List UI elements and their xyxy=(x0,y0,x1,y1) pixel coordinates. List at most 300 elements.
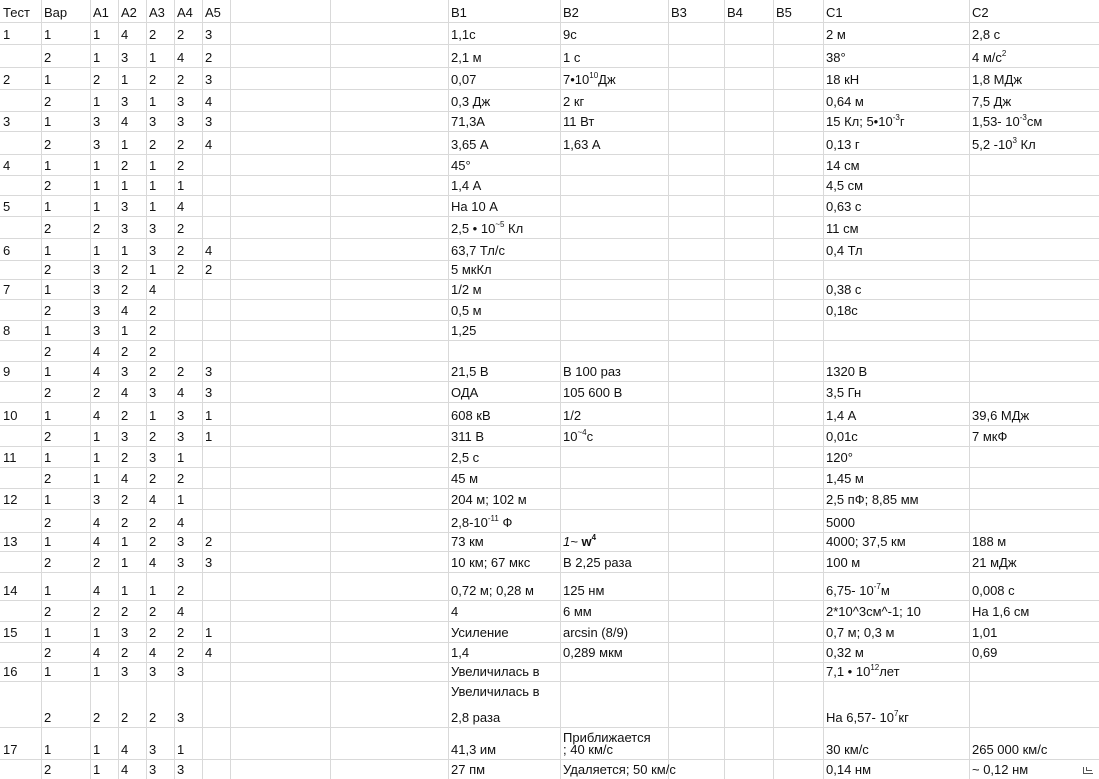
cell-col-r23[interactable]: 1 xyxy=(44,492,52,507)
cell-col-r22[interactable]: 2 xyxy=(44,471,52,486)
cell-a3-r11[interactable]: 3 xyxy=(149,243,157,258)
cell-a3-r33[interactable]: 3 xyxy=(149,742,157,757)
cell-col-r16[interactable]: 2 xyxy=(44,344,52,359)
cell-a4-r12[interactable]: 2 xyxy=(177,262,185,277)
cell-c2-r30[interactable]: 0,69 xyxy=(972,645,998,660)
cell-a3-r3[interactable]: 2 xyxy=(149,72,157,87)
cell-a3-r22[interactable]: 2 xyxy=(149,471,157,486)
cell-a5-r18[interactable]: 3 xyxy=(205,385,213,400)
cell-col-r34[interactable]: 2 xyxy=(44,762,52,777)
cell-b1-r2[interactable]: 2,1 м xyxy=(451,50,482,65)
header-a4[interactable]: A4 xyxy=(177,5,193,20)
cell-a1-r34[interactable]: 1 xyxy=(93,762,101,777)
cell-a1-r33[interactable]: 1 xyxy=(93,742,101,757)
cell-a4-r25[interactable]: 3 xyxy=(177,534,185,549)
cell-b1-r32-line1[interactable]: Увеличилась в xyxy=(451,684,540,699)
cell-a3-r34[interactable]: 3 xyxy=(149,762,157,777)
cell-a3-r16[interactable]: 2 xyxy=(149,344,157,359)
cell-a1-r14[interactable]: 3 xyxy=(93,303,101,318)
cell-b2-r33-line2[interactable]: ; 40 км/с xyxy=(563,742,614,757)
cell-col-r27[interactable]: 14 xyxy=(3,583,18,598)
cell-b1-r32-line2[interactable]: 2,8 раза xyxy=(451,710,501,725)
cell-a1-r8[interactable]: 1 xyxy=(93,178,101,193)
cell-c1-r6[interactable]: 0,13 г xyxy=(826,137,860,152)
cell-a4-r30[interactable]: 2 xyxy=(177,645,185,660)
cell-col-r14[interactable]: 2 xyxy=(44,303,52,318)
cell-a4-r11[interactable]: 2 xyxy=(177,243,185,258)
cell-a2-r28[interactable]: 2 xyxy=(121,604,129,619)
cell-a3-r21[interactable]: 3 xyxy=(149,450,157,465)
cell-b1-r29[interactable]: Усиление xyxy=(451,625,509,640)
cell-c2-r4[interactable]: 7,5 Дж xyxy=(972,94,1012,109)
cell-a4-r20[interactable]: 3 xyxy=(177,429,185,444)
cell-a4-r22[interactable]: 2 xyxy=(177,471,185,486)
cell-c1-r10[interactable]: 11 см xyxy=(826,221,859,236)
cell-a1-r23[interactable]: 3 xyxy=(93,492,101,507)
header-b2[interactable]: B2 xyxy=(563,5,579,20)
cell-a3-r29[interactable]: 2 xyxy=(149,625,157,640)
cell-c1-r13[interactable]: 0,38 с xyxy=(826,282,862,297)
cell-b2-r33-line1[interactable]: Приближается xyxy=(563,730,651,745)
cell-col-r8[interactable]: 2 xyxy=(44,178,52,193)
cell-a2-r9[interactable]: 3 xyxy=(121,199,129,214)
cell-col-r4[interactable]: 2 xyxy=(44,94,52,109)
cell-a3-r31[interactable]: 3 xyxy=(149,664,157,679)
cell-a1-r13[interactable]: 3 xyxy=(93,282,101,297)
cell-a2-r2[interactable]: 3 xyxy=(121,50,129,65)
cell-a1-r10[interactable]: 2 xyxy=(93,221,101,236)
cell-a2-r19[interactable]: 2 xyxy=(121,408,129,423)
cell-a3-r9[interactable]: 1 xyxy=(149,199,157,214)
cell-a4-r23[interactable]: 1 xyxy=(177,492,185,507)
cell-col-r24[interactable]: 2 xyxy=(44,515,52,530)
cell-c1-r31[interactable]: 7,1 • $10^{12}лет$ xyxy=(826,663,900,679)
cell-col-r30[interactable]: 2 xyxy=(44,645,52,660)
cell-c1-r5[interactable]: 15 Кл; $5•10^{-3}г$ xyxy=(826,113,905,129)
cell-col-r15[interactable]: 1 xyxy=(44,323,52,338)
cell-a2-r11[interactable]: 1 xyxy=(121,243,129,258)
cell-a2-r1[interactable]: 4 xyxy=(121,27,129,42)
cell-b1-r24[interactable]: $2,8-10^{-11}$ Ф xyxy=(451,514,513,530)
cell-a1-r12[interactable]: 3 xyxy=(93,262,101,277)
cell-a4-r10[interactable]: 2 xyxy=(177,221,185,236)
cell-c1-r30[interactable]: 0,32 м xyxy=(826,645,864,660)
cell-col-r33[interactable]: 17 xyxy=(3,742,18,757)
cell-a5-r29[interactable]: 1 xyxy=(205,625,213,640)
cell-c2-r20[interactable]: 7 мкФ xyxy=(972,429,1008,444)
cell-col-r10[interactable]: 2 xyxy=(44,221,52,236)
cell-a2-r18[interactable]: 4 xyxy=(121,385,129,400)
cell-a1-r28[interactable]: 2 xyxy=(93,604,101,619)
cell-c1-r34[interactable]: 0,14 нм xyxy=(826,762,872,777)
cell-c2-r29[interactable]: 1,01 xyxy=(972,625,998,640)
cell-a3-r28[interactable]: 2 xyxy=(149,604,157,619)
cell-b1-r5[interactable]: 71,3А xyxy=(451,114,485,129)
cell-c1-r28[interactable]: 2*10^3см^-1; 10 xyxy=(826,604,921,619)
cell-b1-r12[interactable]: 5 мкКл xyxy=(451,262,492,277)
cell-a3-r5[interactable]: 3 xyxy=(149,114,157,129)
cell-a4-r31[interactable]: 3 xyxy=(177,664,185,679)
cell-a4-r24[interactable]: 4 xyxy=(177,515,185,530)
cell-b1-r17[interactable]: 21,5 В xyxy=(451,364,489,379)
cell-a2-r8[interactable]: 1 xyxy=(121,178,129,193)
cell-c1-r3[interactable]: 18 кН xyxy=(826,72,860,87)
cell-c1-r4[interactable]: 0,64 м xyxy=(826,94,864,109)
cell-col-r18[interactable]: 2 xyxy=(44,385,52,400)
cell-a4-r32[interactable]: 3 xyxy=(177,710,185,725)
cell-a3-r17[interactable]: 2 xyxy=(149,364,157,379)
cell-b1-r14[interactable]: 0,5 м xyxy=(451,303,482,318)
cell-a1-r29[interactable]: 1 xyxy=(93,625,101,640)
cell-a5-r1[interactable]: 3 xyxy=(205,27,213,42)
cell-c1-r20[interactable]: 0,01с xyxy=(826,429,858,444)
cell-a5-r4[interactable]: 4 xyxy=(205,94,213,109)
cell-a2-r4[interactable]: 3 xyxy=(121,94,129,109)
cell-b1-r21[interactable]: 2,5 с xyxy=(451,450,480,465)
cell-a1-r17[interactable]: 4 xyxy=(93,364,101,379)
cell-b2-r34[interactable]: Удаляется; 50 км/с xyxy=(563,762,676,777)
cell-a1-r2[interactable]: 1 xyxy=(93,50,101,65)
cell-a2-r12[interactable]: 2 xyxy=(121,262,129,277)
cell-col-r31[interactable]: 1 xyxy=(44,664,52,679)
cell-a1-r20[interactable]: 1 xyxy=(93,429,101,444)
cell-b2-r1[interactable]: 9с xyxy=(563,27,577,42)
cell-col-r27[interactable]: 1 xyxy=(44,583,52,598)
cell-col-r23[interactable]: 12 xyxy=(3,492,18,507)
header-b5[interactable]: B5 xyxy=(776,5,792,20)
cell-b1-r19[interactable]: 608 кВ xyxy=(451,408,491,423)
cell-col-r31[interactable]: 16 xyxy=(3,664,18,679)
cell-a2-r30[interactable]: 2 xyxy=(121,645,129,660)
cell-a3-r19[interactable]: 1 xyxy=(149,408,157,423)
cell-c1-r32[interactable]: На 6,57- $10^7кг$ xyxy=(826,709,909,725)
header-c2[interactable]: C2 xyxy=(972,5,989,20)
cell-b1-r13[interactable]: 1/2 м xyxy=(451,282,482,297)
header-a5[interactable]: A5 xyxy=(205,5,221,20)
cell-a1-r5[interactable]: 3 xyxy=(93,114,101,129)
cell-a2-r15[interactable]: 1 xyxy=(121,323,129,338)
cell-a3-r2[interactable]: 1 xyxy=(149,50,157,65)
header-b3[interactable]: B3 xyxy=(671,5,687,20)
cell-a1-r26[interactable]: 2 xyxy=(93,555,101,570)
cell-c1-r21[interactable]: 120° xyxy=(826,450,853,465)
cell-c1-r7[interactable]: 14 см xyxy=(826,158,860,173)
cell-a3-r24[interactable]: 2 xyxy=(149,515,157,530)
cell-b2-r3[interactable]: $7•10^{10}Дж$ xyxy=(563,71,616,87)
cell-b1-r30[interactable]: 1,4 xyxy=(451,645,470,660)
cell-b2-r5[interactable]: 11 Вт xyxy=(563,114,595,129)
cell-col-r17[interactable]: 9 xyxy=(3,364,11,379)
cell-a3-r6[interactable]: 2 xyxy=(149,137,157,152)
cell-a2-r23[interactable]: 2 xyxy=(121,492,129,507)
cell-a5-r12[interactable]: 2 xyxy=(205,262,213,277)
cell-c1-r22[interactable]: 1,45 м xyxy=(826,471,864,486)
cell-col-r13[interactable]: 7 xyxy=(3,282,11,297)
header-b4[interactable]: B4 xyxy=(727,5,743,20)
cell-a2-r29[interactable]: 3 xyxy=(121,625,129,640)
cell-col-r11[interactable]: 6 xyxy=(3,243,11,258)
cell-col-r15[interactable]: 8 xyxy=(3,323,11,338)
cell-b2-r29[interactable]: arcsin (8/9) xyxy=(563,625,629,640)
cell-c1-r23[interactable]: 2,5 пФ; 8,85 мм xyxy=(826,492,919,507)
cell-a5-r2[interactable]: 2 xyxy=(205,50,213,65)
cell-a3-r13[interactable]: 4 xyxy=(149,282,157,297)
cell-a3-r4[interactable]: 1 xyxy=(149,94,157,109)
cell-a3-r8[interactable]: 1 xyxy=(149,178,157,193)
cell-a1-r21[interactable]: 1 xyxy=(93,450,101,465)
cell-c2-r6[interactable]: 5,2 $-10^3$ Кл xyxy=(972,136,1036,152)
cell-col-r19[interactable]: 1 xyxy=(44,408,52,423)
cell-a1-r24[interactable]: 4 xyxy=(93,515,101,530)
cell-c1-r9[interactable]: 0,63 с xyxy=(826,199,862,214)
cell-col-r7[interactable]: 4 xyxy=(3,158,11,173)
cell-a2-r10[interactable]: 3 xyxy=(121,221,129,236)
cell-a1-r3[interactable]: 2 xyxy=(93,72,101,87)
cell-c2-r27[interactable]: 0,008 с xyxy=(972,583,1015,598)
cell-a2-r27[interactable]: 1 xyxy=(121,583,129,598)
cell-col-r2[interactable]: 2 xyxy=(44,50,52,65)
cell-a2-r17[interactable]: 3 xyxy=(121,364,129,379)
cell-a3-r26[interactable]: 4 xyxy=(149,555,157,570)
cell-a3-r15[interactable]: 2 xyxy=(149,323,157,338)
cell-a4-r9[interactable]: 4 xyxy=(177,199,185,214)
cell-b2-r26[interactable]: В 2,25 раза xyxy=(563,555,632,570)
cell-a3-r18[interactable]: 3 xyxy=(149,385,157,400)
cell-a1-r1[interactable]: 1 xyxy=(93,27,101,42)
cell-b1-r7[interactable]: 45° xyxy=(451,158,471,173)
cell-b1-r25[interactable]: 73 км xyxy=(451,534,484,549)
cell-col-r7[interactable]: 1 xyxy=(44,158,52,173)
cell-c2-r3[interactable]: 1,8 МДж xyxy=(972,72,1023,87)
cell-a1-r9[interactable]: 1 xyxy=(93,199,101,214)
cell-col-r33[interactable]: 1 xyxy=(44,742,52,757)
cell-b1-r33[interactable]: 41,3 им xyxy=(451,742,497,757)
cell-c1-r24[interactable]: 5000 xyxy=(826,515,855,530)
cell-a3-r27[interactable]: 1 xyxy=(149,583,157,598)
cell-a5-r25[interactable]: 2 xyxy=(205,534,213,549)
cell-c1-r8[interactable]: 4,5 см xyxy=(826,178,864,193)
cell-a5-r17[interactable]: 3 xyxy=(205,364,213,379)
cell-c1-r19[interactable]: 1,4 А xyxy=(826,408,857,423)
cell-a5-r5[interactable]: 3 xyxy=(205,114,213,129)
cell-c2-r2[interactable]: 4 $м/с^2$ xyxy=(972,49,1007,65)
cell-a2-r6[interactable]: 1 xyxy=(121,137,129,152)
cell-col-r17[interactable]: 1 xyxy=(44,364,52,379)
cell-c2-r19[interactable]: 39,6 МДж xyxy=(972,408,1030,423)
cell-a2-r25[interactable]: 1 xyxy=(121,534,129,549)
cell-a1-r30[interactable]: 4 xyxy=(93,645,101,660)
cell-col-r9[interactable]: 5 xyxy=(3,199,11,214)
cell-a2-r14[interactable]: 4 xyxy=(121,303,129,318)
cell-b1-r6[interactable]: 3,65 А xyxy=(451,137,489,152)
cell-b1-r3[interactable]: 0,07 xyxy=(451,72,477,87)
cell-c1-r2[interactable]: 38° xyxy=(826,50,846,65)
cell-a5-r3[interactable]: 3 xyxy=(205,72,213,87)
cell-c1-r11[interactable]: 0,4 Тл xyxy=(826,243,863,258)
cell-b2-r27[interactable]: 125 нм xyxy=(563,583,605,598)
cell-a5-r19[interactable]: 1 xyxy=(205,408,213,423)
cell-a2-r16[interactable]: 2 xyxy=(121,344,129,359)
cell-a2-r31[interactable]: 3 xyxy=(121,664,129,679)
header-a3[interactable]: A3 xyxy=(149,5,165,20)
cell-c2-r5[interactable]: 1,53- $10^{-3}см$ xyxy=(972,113,1043,129)
cell-c2-r25[interactable]: 188 м xyxy=(972,534,1007,549)
cell-a4-r3[interactable]: 2 xyxy=(177,72,185,87)
cell-c1-r33[interactable]: 30 км/с xyxy=(826,742,869,757)
cell-col-r13[interactable]: 1 xyxy=(44,282,52,297)
cell-col-r5[interactable]: 3 xyxy=(3,114,11,129)
cell-c2-r34[interactable]: ~ 0,12 нм xyxy=(972,762,1029,777)
cell-a2-r24[interactable]: 2 xyxy=(121,515,129,530)
cell-a3-r12[interactable]: 1 xyxy=(149,262,157,277)
cell-b1-r9[interactable]: На 10 А xyxy=(451,199,498,214)
cell-c1-r18[interactable]: 3,5 Гн xyxy=(826,385,862,400)
cell-c1-r17[interactable]: 1320 В xyxy=(826,364,868,379)
cell-c2-r26[interactable]: 21 мДж xyxy=(972,555,1017,570)
cell-a4-r26[interactable]: 3 xyxy=(177,555,185,570)
cell-col-r12[interactable]: 2 xyxy=(44,262,52,277)
cell-a1-r15[interactable]: 3 xyxy=(93,323,101,338)
cell-col-r21[interactable]: 11 xyxy=(3,450,17,465)
cell-a5-r30[interactable]: 4 xyxy=(205,645,213,660)
cell-col-r6[interactable]: 2 xyxy=(44,137,52,152)
cell-col-r3[interactable]: 2 xyxy=(3,72,11,87)
cell-a4-r21[interactable]: 1 xyxy=(177,450,185,465)
cell-b2-r30[interactable]: 0,289 мкм xyxy=(563,645,623,660)
cell-a2-r5[interactable]: 4 xyxy=(121,114,129,129)
cell-a4-r8[interactable]: 1 xyxy=(177,178,185,193)
cell-a5-r6[interactable]: 4 xyxy=(205,137,213,152)
cell-b2-r19[interactable]: 1/2 xyxy=(563,408,582,423)
cell-a4-r18[interactable]: 4 xyxy=(177,385,185,400)
cell-col-r1[interactable]: 1 xyxy=(44,27,52,42)
cell-a2-r33[interactable]: 4 xyxy=(121,742,129,757)
cell-a3-r7[interactable]: 1 xyxy=(149,158,157,173)
cell-a2-r3[interactable]: 1 xyxy=(121,72,129,87)
cell-a5-r26[interactable]: 3 xyxy=(205,555,213,570)
cell-col-r9[interactable]: 1 xyxy=(44,199,52,214)
cell-b2-r4[interactable]: 2 кг xyxy=(563,94,585,109)
cell-b2-r17[interactable]: В 100 раз xyxy=(563,364,621,379)
cell-b1-r23[interactable]: 204 м; 102 м xyxy=(451,492,527,507)
cell-col-r29[interactable]: 15 xyxy=(3,625,18,640)
cell-a1-r32[interactable]: 2 xyxy=(93,710,101,725)
cell-b1-r20[interactable]: 311 В xyxy=(451,429,485,444)
cell-c1-r27[interactable]: 6,75- $10^{-7}м$ xyxy=(826,582,890,598)
cell-a4-r7[interactable]: 2 xyxy=(177,158,185,173)
cell-a4-r6[interactable]: 2 xyxy=(177,137,185,152)
cell-b1-r28[interactable]: 4 xyxy=(451,604,459,619)
cell-a1-r22[interactable]: 1 xyxy=(93,471,101,486)
cell-a2-r34[interactable]: 4 xyxy=(121,762,129,777)
cell-a5-r11[interactable]: 4 xyxy=(205,243,213,258)
cell-a3-r20[interactable]: 2 xyxy=(149,429,157,444)
cell-a4-r34[interactable]: 3 xyxy=(177,762,185,777)
cell-a2-r13[interactable]: 2 xyxy=(121,282,129,297)
cell-c1-r1[interactable]: 2 м xyxy=(826,27,846,42)
cell-a1-r4[interactable]: 1 xyxy=(93,94,101,109)
cell-a4-r19[interactable]: 3 xyxy=(177,408,185,423)
cell-a3-r1[interactable]: 2 xyxy=(149,27,157,42)
cell-col-r25[interactable]: 13 xyxy=(3,534,18,549)
cell-b1-r18[interactable]: ОДА xyxy=(451,385,479,400)
cell-a2-r32[interactable]: 2 xyxy=(121,710,129,725)
cell-a1-r16[interactable]: 4 xyxy=(93,344,101,359)
cell-a2-r26[interactable]: 1 xyxy=(121,555,129,570)
cell-a4-r17[interactable]: 2 xyxy=(177,364,185,379)
cell-col-r3[interactable]: 1 xyxy=(44,72,52,87)
cell-a1-r7[interactable]: 1 xyxy=(93,158,101,173)
cell-a2-r21[interactable]: 2 xyxy=(121,450,129,465)
cell-a4-r5[interactable]: 3 xyxy=(177,114,185,129)
cell-c2-r28[interactable]: На 1,6 см xyxy=(972,604,1030,619)
cell-b2-r20[interactable]: $10^{\sim 4}с$ xyxy=(563,428,594,444)
cell-b1-r31[interactable]: Увеличилась в xyxy=(451,664,540,679)
cell-b1-r10[interactable]: 2,5 • $10^{\sim 5}$ Кл xyxy=(451,220,524,236)
cell-a4-r27[interactable]: 2 xyxy=(177,583,185,598)
cell-col-r29[interactable]: 1 xyxy=(44,625,52,640)
cell-c2-r33[interactable]: 265 000 км/с xyxy=(972,742,1048,757)
cell-a3-r14[interactable]: 2 xyxy=(149,303,157,318)
cell-b1-r15[interactable]: 1,25 xyxy=(451,323,477,338)
cell-col-r11[interactable]: 1 xyxy=(44,243,52,258)
cell-b1-r4[interactable]: 0,3 Дж xyxy=(451,94,491,109)
cell-b1-r26[interactable]: 10 км; 67 мкс xyxy=(451,555,531,570)
cell-a1-r25[interactable]: 4 xyxy=(93,534,101,549)
header-b1[interactable]: B1 xyxy=(451,5,467,20)
cell-a4-r1[interactable]: 2 xyxy=(177,27,185,42)
cell-c1-r14[interactable]: 0,18с xyxy=(826,303,858,318)
cell-a2-r22[interactable]: 4 xyxy=(121,471,129,486)
cell-a1-r31[interactable]: 1 xyxy=(93,664,101,679)
header-col[interactable]: Тест xyxy=(3,5,30,20)
cell-col-r28[interactable]: 2 xyxy=(44,604,52,619)
cell-a3-r23[interactable]: 4 xyxy=(149,492,157,507)
cell-b1-r22[interactable]: 45 м xyxy=(451,471,479,486)
cell-b1-r34[interactable]: 27 пм xyxy=(451,762,486,777)
cell-col-r5[interactable]: 1 xyxy=(44,114,52,129)
cell-b2-r25[interactable]: 1~ $w^4$ xyxy=(563,533,597,549)
cell-a4-r2[interactable]: 4 xyxy=(177,50,185,65)
cell-col-r19[interactable]: 10 xyxy=(3,408,18,423)
cell-a3-r30[interactable]: 4 xyxy=(149,645,157,660)
cell-col-r21[interactable]: 1 xyxy=(44,450,52,465)
cell-a1-r18[interactable]: 2 xyxy=(93,385,101,400)
header-a2[interactable]: A2 xyxy=(121,5,137,20)
cell-a4-r4[interactable]: 3 xyxy=(177,94,185,109)
header-col[interactable]: Вар xyxy=(44,5,68,20)
cell-a1-r27[interactable]: 4 xyxy=(93,583,101,598)
cell-b1-r11[interactable]: 63,7 Тл/с xyxy=(451,243,505,258)
cell-c2-r1[interactable]: 2,8 с xyxy=(972,27,1001,42)
header-a1[interactable]: A1 xyxy=(93,5,109,20)
cell-a4-r33[interactable]: 1 xyxy=(177,742,185,757)
cell-col-r25[interactable]: 1 xyxy=(44,534,52,549)
cell-a1-r6[interactable]: 3 xyxy=(93,137,101,152)
cell-a2-r20[interactable]: 3 xyxy=(121,429,129,444)
cell-a2-r7[interactable]: 2 xyxy=(121,158,129,173)
cell-b1-r8[interactable]: 1,4 А xyxy=(451,178,482,193)
cell-b2-r18[interactable]: 105 600 В xyxy=(563,385,623,400)
cell-a1-r11[interactable]: 1 xyxy=(93,243,101,258)
cell-col-r20[interactable]: 2 xyxy=(44,429,52,444)
cell-b2-r2[interactable]: 1 с xyxy=(563,50,581,65)
header-c1[interactable]: C1 xyxy=(826,5,843,20)
cell-a3-r10[interactable]: 3 xyxy=(149,221,157,236)
cell-a4-r29[interactable]: 2 xyxy=(177,625,185,640)
cell-b1-r27[interactable]: 0,72 м; 0,28 м xyxy=(451,583,534,598)
cell-b2-r28[interactable]: 6 мм xyxy=(563,604,592,619)
